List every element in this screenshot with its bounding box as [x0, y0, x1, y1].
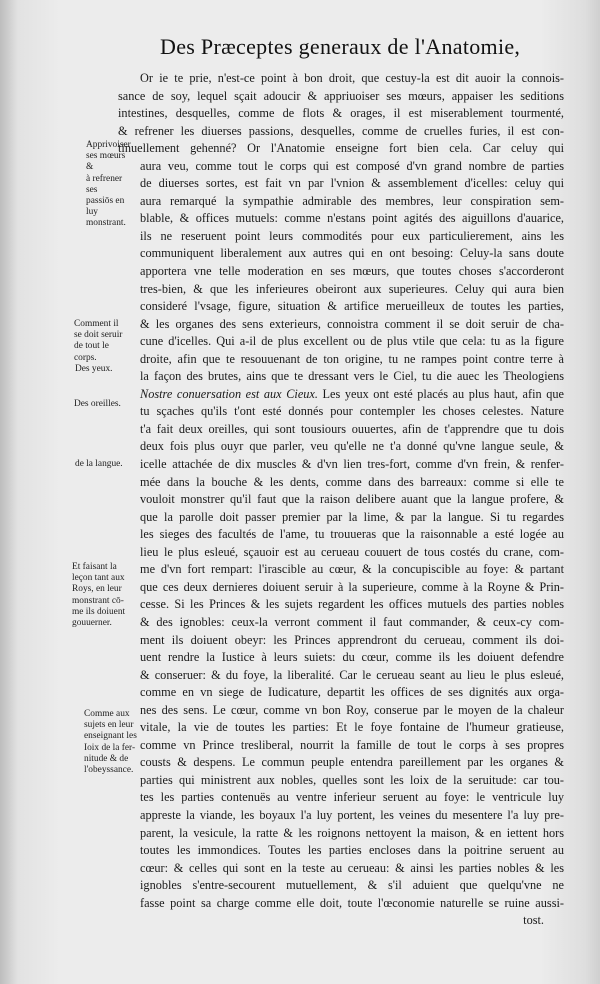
text-line: parent, la vesicule, la ratte & les roignons nettoyent la maison, & en iettent hors [140, 825, 564, 840]
margin-note: de la langue. [75, 459, 123, 469]
text-line: uent rendre la Iustice à leurs suiets: du cœur, comme ils les doiuent defendre [140, 650, 564, 665]
margin-note: Comme aux sujets en leur enseignant les Ioix de la fer- nitude & de l'obeyssance. [84, 709, 137, 776]
margin-note: Comment il se doit seruir de tout le corps. [74, 319, 123, 363]
text-line: tinuellement gehenné? Or l'Anatomie enseigne fort bien cela. Car celuy qui [118, 141, 564, 156]
text-line: ignobles s'entre-secourent mutuellement, & s'il aduient que quelqu'vne ne [140, 878, 564, 893]
text-line: & des ignobles: ceux-la verront comment il faut commander, & ceux-cy com- [140, 614, 564, 629]
margin-note: Des oreilles. [74, 399, 121, 409]
text-line: & refrener les diuerses passions, desquelles, comme de cruelles furies, il est con- [118, 123, 564, 138]
text-line: tu sçaches qu'ils t'ont esté donnés pour contempler les choses celestes. Nature [140, 404, 564, 419]
text-line: que ces deux dernieres doiuent seruir à la superieure, comme à la Royne & Prin- [140, 579, 564, 594]
text-line: t'a fait deux oreilles, qui sont tousiours ouuertes, afin de t'apprendre que tu dois [140, 421, 564, 436]
margin-note: Des yeux. [75, 364, 113, 374]
text-line: vitale, la vie de toutes les parties: Et le foye fontaine de l'humeur gratieuse, [140, 720, 564, 735]
text-line: que la parolle doit passer premier par la lime, & par la langue. Si tu regardes [140, 509, 564, 524]
quoted-phrase: Nostre conuersation est aux Cieux. [140, 386, 318, 401]
text-line: sance de soy, lequel sçait adoucir & appriuoiser ses mœurs, appaiser les seditions [118, 88, 564, 103]
text-line: apprestе la viande, les boyaux l'a luy portent, les veines du mesentere l'a luy pre- [140, 807, 564, 822]
text-line: ils ne reseruent point leurs commodités pour eux particulierement, ains les [140, 228, 564, 243]
text-line: me d'vn fort rempart: l'irascible au cœur, & la concupiscible au foye: & partant [140, 562, 564, 577]
text-line: fasse point sa charge comme elle doit, toute l'œconomie naturelle se ruine aussi- [140, 895, 564, 910]
text-line: comme vn Prince tresliberal, nourrit la famille de tout le corps à ses propres [140, 737, 564, 752]
text-line: & les organes des sens exterieurs, connoistra comment il se doit seruir de cha- [140, 316, 564, 331]
text-line: cœur: & celles qui sont en la teste au cerueau: & ainsi les parties nobles & les [140, 860, 564, 875]
text-line: de diuerses sortes, est fait vn par l'vnion & assemblement d'icelles: celuy qui [140, 176, 564, 191]
text-line: vouloit monstrer qu'il faut que la raison delibere auant que la langue profere, & [140, 492, 564, 507]
text-line: apportera vne telle moderation en ses mœurs, que toutes choses s'accorderont [140, 264, 564, 279]
text-line: blable, & offices mutuels: comme n'estans point agités des aiguillons d'auarice, [140, 211, 564, 226]
main-text-block [118, 70, 564, 930]
running-head: Des Præceptes generaux de l'Anatomie, [160, 34, 521, 59]
text-line: cune d'icelles. Qui a-il de plus excellent ou de plus vtile que cela: tu as la figure [140, 334, 564, 349]
text-line: cousts & despens. Le commun peuple entendra pareillement par les organes & [140, 755, 564, 770]
text-line: communiquent liberalement aux autres qui en ont besoing: Celuy-la sans doute [140, 246, 564, 261]
text-line: & conseruer: & du foye, la liberalité. Car le cerueau seant au lieu le plus esleué, [140, 667, 564, 682]
text-line: Nostre conuersation est aux Cieux. Les yeux ont esté placés au plus haut, afin que [140, 386, 564, 401]
margin-note: Apprivoiser ses mœurs & à refrener ses passiōs en luy monstrant. [86, 140, 131, 229]
text-line: ment ils doiuent obeyr: les Princes apprendront du cerueau, comment ils doi- [140, 632, 564, 647]
text-line: tes les parties contenuës au ventre inferieur seruent au foye: le ventricule luy [140, 790, 564, 805]
text-line: Or ie te prie, n'est-ce point à bon droit, que cestuy-la est dit auoir la connois- [140, 71, 564, 85]
text-line: droite, afin que te resouuenant de ton origine, tu ne rampes point contre terre à [140, 351, 564, 366]
text-line: tres-bien, & que les inferieures obeiront aux superieures. Celuy qui aura bien [140, 281, 564, 296]
text-line: comme en vn siege de Iudicature, departit les offices de ses dignités aux orga- [140, 685, 564, 700]
text-line: aura veu, comme tout le corps qui est composé d'vn grand nombre de parties [140, 158, 564, 173]
text-line: la façon des brutes, ains que te dressant vers le Ciel, tu die auec les Theologiens [140, 369, 564, 384]
margin-note: Et faisant la leçon tant aux Roys, en leur monstrant cō- me ils doiuent gouuerner. [72, 562, 126, 629]
text-line: cesse. Si les Princes & les sujets regardent les offices mutuels des parties nobles [140, 597, 564, 612]
text-line: parties qui ministrent aux nobles, quelles sont les loix de la seruitude: car tou- [140, 772, 564, 787]
text-line: nes des sens. Le cœur, comme vn bon Roy, conserue par le moyen de la chaleur [140, 702, 564, 717]
text-line: mée dans la bouche & les dents, comme dans des barreaux: comme si elle te [140, 474, 564, 489]
text-line: tost. [523, 913, 544, 928]
text-line: toutes les immondices. Toutes les parties encloses dans la poitrine seruent au [140, 843, 564, 858]
text-line: lieu le plus esleué, sçauoir est au cerueau couuert de tous costés du crane, com- [140, 544, 564, 559]
text-line: aura remarqué la sympathie admirable des membres, leur conspiration sem- [140, 193, 564, 208]
text-line: consideré l'vsage, figure, situation & artifice merueilleux de toutes les parties, [140, 299, 564, 314]
text-line: intestines, desquelles, comme de flots & orages, il est miserablement tourmenté, [118, 106, 564, 121]
text-line: icelle attachée de dix muscles & d'vn lien tres-fort, comme d'vn frein, & renfer- [140, 457, 564, 472]
text-line: deux fois plus ouyr que parler, veu qu'elle ne t'a donné qu'vne langue seule, & [140, 439, 564, 454]
text-line: les sieges des facultés de l'ame, tu trouueras que la raisonnable a esté logée au [140, 527, 564, 542]
